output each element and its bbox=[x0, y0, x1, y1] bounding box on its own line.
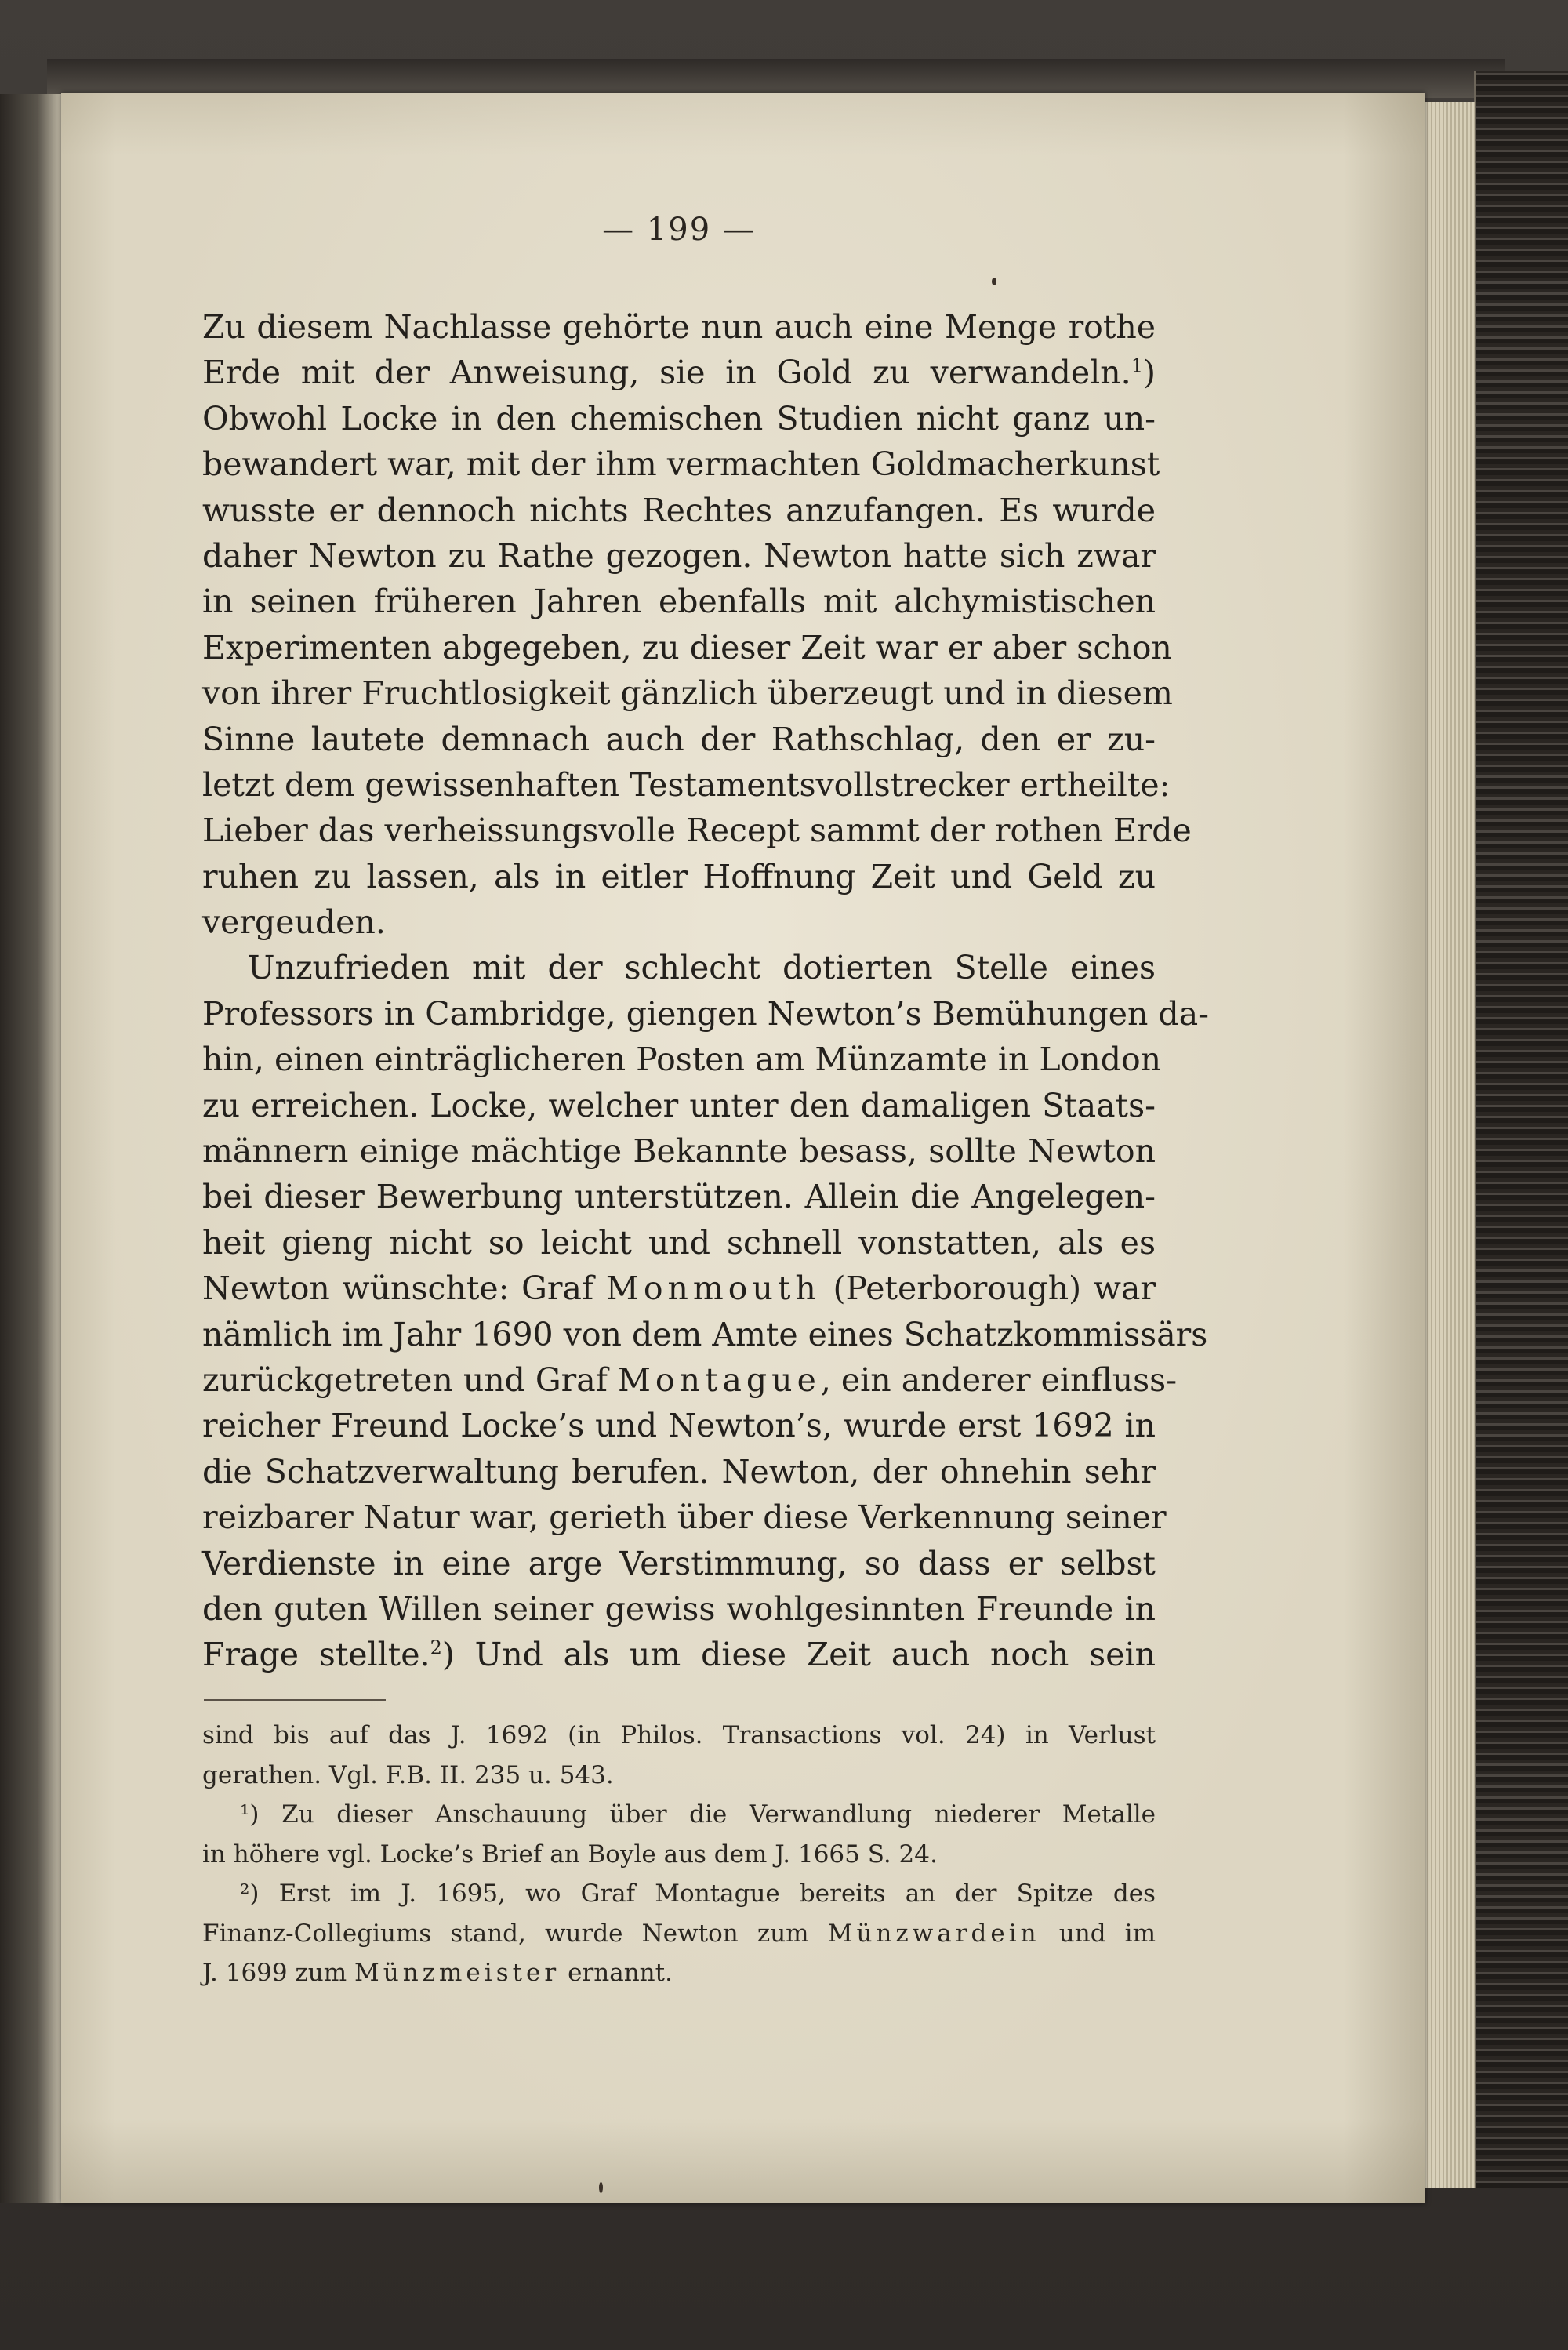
text-line: ruhen zu lassen, als in eitler Hoffnung Zeit und Geld zu bbox=[202, 857, 1156, 895]
page-number: — 199 — bbox=[602, 212, 756, 248]
body-text bbox=[202, 304, 1210, 1678]
text-line: zu erreichen. Locke, welcher unter den damaligen Staats- bbox=[202, 1086, 1156, 1124]
spaced-term: Münzwardein bbox=[827, 1919, 1040, 1948]
text-line: hin, einen einträglicheren Posten am Münzamte in London bbox=[202, 1041, 1162, 1079]
text-line: Frage stellte.$^2$) Und als um diese Zeit auch noch sein bbox=[202, 1636, 1156, 1674]
text-line: die Schatzverwaltung berufen. Newton, der ohnehin sehr bbox=[202, 1452, 1156, 1491]
text-line: Experimenten abgegeben, zu dieser Zeit war er aber schon bbox=[202, 628, 1172, 666]
text-line: nämlich im Jahr 1690 von dem Amte eines Schatzkommissärs bbox=[202, 1315, 1208, 1353]
text-line: daher Newton zu Rathe gezogen. Newton hatte sich zwar bbox=[202, 536, 1156, 575]
text-line: Zu diesem Nachlasse gehörte nun auch eine Menge rothe bbox=[202, 308, 1156, 346]
footnote-ref: 1 bbox=[1131, 354, 1143, 377]
text-line: wusste er dennoch nichts Rechtes anzufangen. Es wurde bbox=[202, 491, 1156, 529]
left-page-edge bbox=[0, 94, 63, 2203]
text-line: in seinen früheren Jahren ebenfalls mit alchymistischen bbox=[202, 583, 1156, 621]
footnote-separator bbox=[204, 1699, 386, 1701]
spaced-name: Montague bbox=[617, 1360, 821, 1399]
footnote-line: Finanz-Collegiums stand, wurde Newton zum Münzwardein und im bbox=[202, 1919, 1156, 1948]
spaced-name: Monmouth bbox=[605, 1269, 821, 1308]
footnote-line: sind bis auf das J. 1692 (in Philos. Transactions vol. 24) in Verlust bbox=[202, 1721, 1156, 1749]
text-line: den guten Willen seiner gewiss wohlgesinnten Freunde in bbox=[202, 1589, 1156, 1628]
book-spine-edge bbox=[1474, 71, 1568, 2188]
text-line: heit gieng nicht so leicht und schnell vonstatten, als es bbox=[202, 1223, 1156, 1262]
footnote-line: ¹) Zu dieser Anschauung über die Verwandlung niederer Metalle bbox=[240, 1800, 1156, 1829]
text-line: Lieber das verheissungsvolle Recept sammt der rothen Erde bbox=[202, 812, 1192, 850]
ink-speck bbox=[599, 2182, 603, 2193]
text-line: bei dieser Bewerbung unterstützen. Allein die Angelegen- bbox=[202, 1178, 1156, 1216]
text-line: Newton wünschte: Graf Monmouth (Peterborough) war bbox=[202, 1269, 1156, 1308]
text-line: Obwohl Locke in den chemischen Studien nicht ganz un- bbox=[202, 399, 1156, 438]
spaced-term: Münzmeister bbox=[354, 1959, 561, 1987]
text-line: Unzufrieden mit der schlecht dotierten Stelle eines bbox=[248, 949, 1156, 987]
footnote-line: in höhere vgl. Locke’s Brief an Boyle aus dem J. 1665 S. 24. bbox=[202, 1840, 938, 1869]
text-line: bewandert war, mit der ihm vermachten Goldmacherkunst bbox=[202, 445, 1160, 484]
text-line: Verdienste in eine arge Verstimmung, so dass er selbst bbox=[202, 1544, 1156, 1582]
text-line: reizbarer Natur war, gerieth über diese Verkennung seiner bbox=[202, 1498, 1167, 1537]
text-line: reicher Freund Locke’s und Newton’s, wurde erst 1692 in bbox=[202, 1407, 1156, 1445]
text-line: Sinne lautete demnach auch der Rathschlag, den er zu- bbox=[202, 720, 1156, 758]
footnotes bbox=[202, 1716, 1156, 1993]
text-line: Erde mit der Anweisung, sie in Gold zu verwandeln.$^1$) bbox=[202, 354, 1156, 392]
text-line: letzt dem gewissenhaften Testamentsvollstrecker ertheilte: bbox=[202, 765, 1171, 804]
text-line: von ihrer Fruchtlosigkeit gänzlich überzeugt und in diesem bbox=[202, 674, 1173, 713]
ink-speck bbox=[992, 278, 996, 285]
text-line: Professors in Cambridge, giengen Newton’s Bemühungen da- bbox=[202, 994, 1210, 1033]
text-line: männern einige mächtige Bekannte besass, sollte Newton bbox=[202, 1132, 1156, 1171]
footnote-ref: 2 bbox=[430, 1636, 442, 1659]
footnote-line: ²) Erst im J. 1695, wo Graf Montague bereits an der Spitze des bbox=[240, 1880, 1156, 1908]
footnote-line: gerathen. Vgl. F.B. II. 235 u. 543. bbox=[202, 1760, 614, 1789]
footnote-line: J. 1699 zum Münzmeister ernannt. bbox=[202, 1959, 673, 1987]
text-line: vergeuden. bbox=[202, 903, 386, 942]
text-line: zurückgetreten und Graf Montague, ein anderer einfluss- bbox=[202, 1360, 1178, 1399]
